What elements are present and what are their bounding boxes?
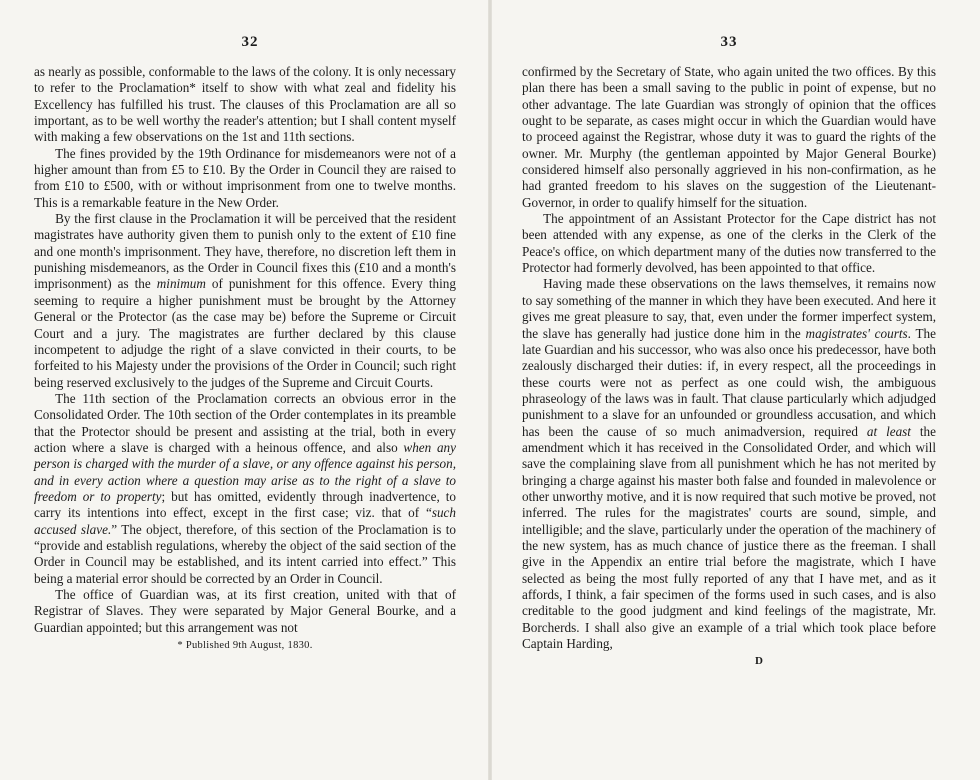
italic-run: at least bbox=[866, 423, 911, 439]
italic-run: minimum bbox=[156, 276, 206, 292]
page-number: 33 bbox=[720, 34, 738, 50]
italic-run: when any person is charged with the murder of a slave, or any offence against his person, and in every action where a question may arise as to the right of a slave to freedom or to property bbox=[34, 439, 456, 504]
paragraph bbox=[34, 146, 456, 211]
signature-mark: D bbox=[755, 655, 763, 668]
text-run: The office of Guardian was, at its first creation, united with that of Registrar of Slaves. They were separated by Major General Bourke, and a Guardian appointed; but this arrangement was not bbox=[34, 587, 456, 635]
right-page bbox=[490, 0, 980, 780]
text-run: The 11th section of the Proclamation corrects an obvious error in the Consolidated Order. The 10th section of the Order contemplates in its preamble that the Protector should be present and assisting at the trial, both in every action where a slave is charged with a heinous offence, and also bbox=[34, 390, 456, 455]
text-run: Having made these observations on the laws themselves, it remains now to say something of the manner in which they have been executed. And here it gives me great pleasure to say, that, even under the former imperfect system, the slave has generally had justice done him in the bbox=[522, 276, 936, 341]
text-run: By the first clause in the Proclamation it will be perceived that the resident magistrates have authority given them to punish only to the extent of £10 fine and one month's imprisonment. They have, therefore, no discretion left them in punishing misdemeanors, as the Order in Council fixes this (£10 and a month's imprisonment) as the bbox=[34, 211, 456, 292]
paragraph bbox=[522, 211, 936, 276]
text-run: The appointment of an Assistant Protector for the Cape district has not been attended with any expense, as one of the clerks in the Clerk of the Peace's office, on which department many of the duties now transferred to the Protector had formerly devolved, has been appointed to that office. bbox=[522, 211, 936, 276]
paragraph bbox=[34, 587, 456, 636]
text-run: . The late Guardian and his successor, who was also once his predecessor, have both zealously discharged their duties: if, in every respect, all the proceedings in these courts were not as perfect as one could wish, the ambiguous phraseology of the laws was in fault. That clause particularly which adjudged punishment to a slave for an unfounded or groundless accusation, and which has been the cause of so much animadversion, required bbox=[522, 325, 936, 439]
text-run: ” The object, therefore, of this section of the Proclamation is to “provide and establish regulations, whereby the object of the said section of the Order in Council may be established, and its intent carried into effect.” This being a material error should be corrected by an Order in Council. bbox=[34, 521, 456, 586]
page-text bbox=[522, 64, 936, 652]
paragraph bbox=[522, 64, 936, 211]
page-number: 32 bbox=[241, 34, 259, 50]
paragraph bbox=[34, 391, 456, 587]
paragraph bbox=[522, 276, 936, 652]
paragraph bbox=[34, 211, 456, 391]
paragraph bbox=[34, 64, 456, 146]
page-text bbox=[34, 64, 456, 636]
text-run: as nearly as possible, conformable to the laws of the colony. It is only necessary to refer to the Proclamation* itself to show with what zeal and fidelity his Excellency has fulfilled his trust. The clauses of this Proclamation are all so important, as to be well worthy the reader's attention; but I shall content myself with making a few observations on the 1st and 11th sections. bbox=[34, 64, 456, 145]
text-run: The fines provided by the 19th Ordinance for misdemeanors were not of a higher amount than from £5 to £10. By the Order in Council they are raised to from £10 to £500, with or without imprisonment from one to twelve months. This is a remarkable feature in the New Order. bbox=[34, 145, 456, 210]
text-run: ; but has omitted, evidently through inadvertence, to carry its intentions into effect, except in the first case; viz. that of “ bbox=[34, 488, 456, 521]
italic-run: such accused slave. bbox=[34, 505, 456, 537]
text-run: the amendment which it has received in the Consolidated Order, and which will save the complaining slave from all punishment which he has not merited by bringing a charge against his master both false and founded in malevolence or other unworthy motive, and it is now required that such motive be proved, not inferred. The rules for the magistrates' courts are sound, simple, and intelligible; and the slave, particularly under the operation of the machinery of the new system, has as much chance of justice there as the freeman. I shall give in the Appendix an entire trial before the magistrate, which I have selected as being the most fully reported of any that I have met, and as it affords, I think, a fair specimen of the forms used in such cases, and is also creditable to the good judgment and kind feelings of the magistrate, Mr. Borcherds. I shall also give an example of a trial which took place before Captain Harding, bbox=[522, 423, 937, 652]
text-run: of punishment for this offence. Every thing seeming to require a higher punishment must be brought by the Attorney General or the Protector (as the case may be) before the Supreme or Circuit Court and a jury. The magistrates are further declared by this clause incompetent to adjudge the right of a slave convicted in their courts, to be forfeited to his Majesty under the provisions of the Order in Council; such right being reserved exclusively to the judges of the Supreme and Circuit Courts. bbox=[34, 276, 456, 390]
italic-run: magistrates' courts bbox=[805, 325, 908, 341]
text-run: confirmed by the Secretary of State, who again united the two offices. By this plan there has been a small saving to the public in point of expense, but no other advantage. The late Guardian was strongly of opinion that the offices ought to be separate, as cases might occur in which the Guardian would have to proceed against the Registrar, whose duty it was to guard the rights of the owner. Mr. Murphy (the gentleman appointed by Major General Bourke) considered himself also personally aggrieved in his non-confirmation, as he had granted freedom to his slaves on the suggestion of the Lieutenant-Governor, in order to qualify himself for the situation. bbox=[522, 64, 936, 210]
footnote: * Published 9th August, 1830. bbox=[177, 640, 313, 652]
